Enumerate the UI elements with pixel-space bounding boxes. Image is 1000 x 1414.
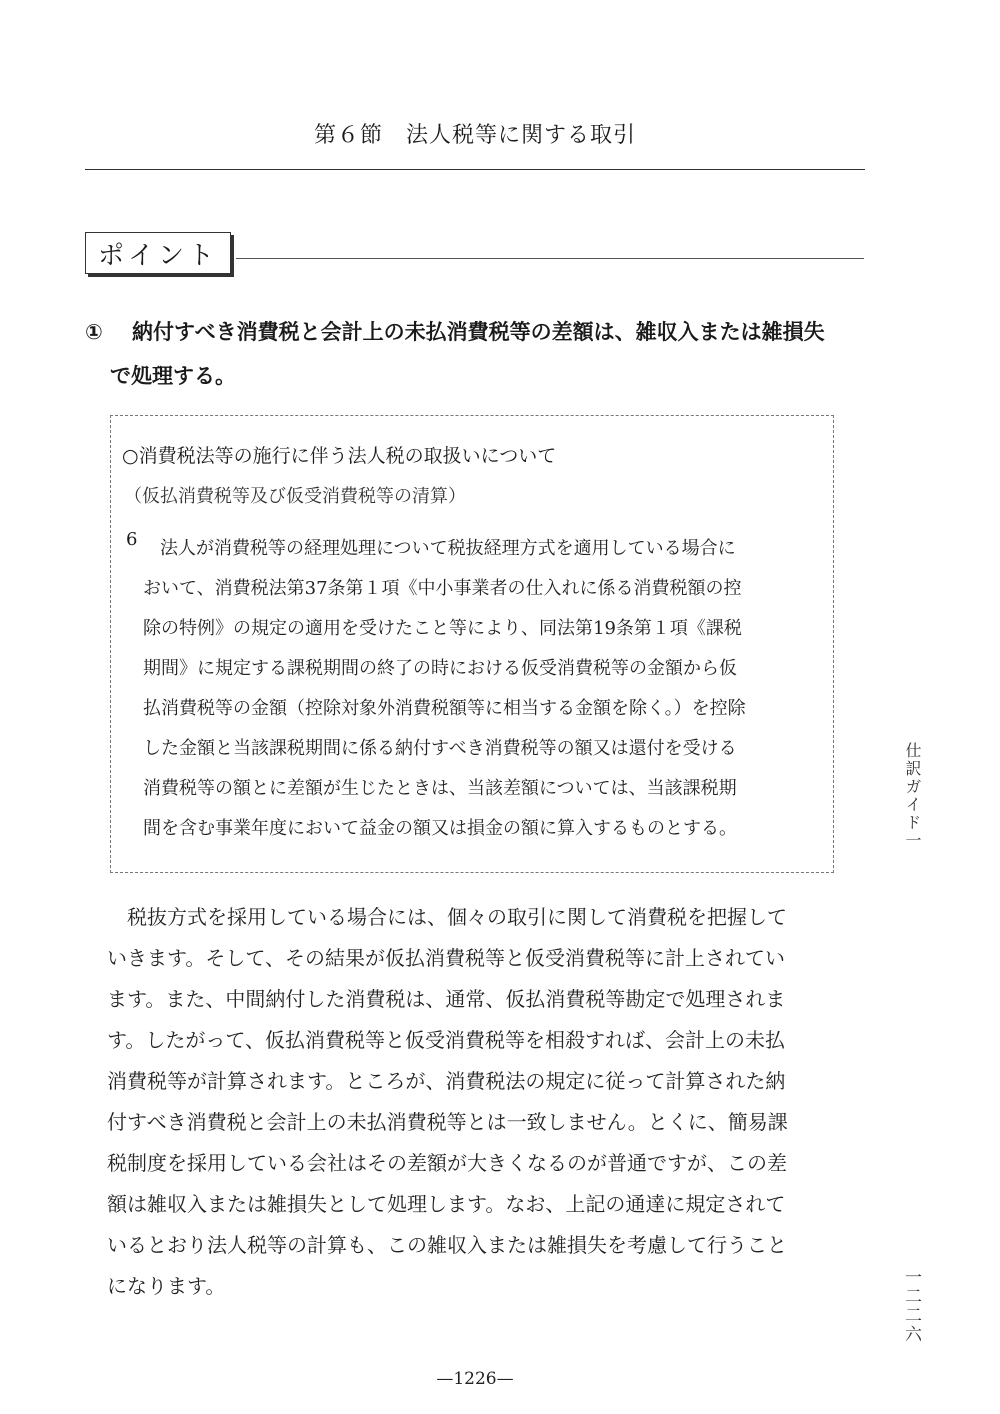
point-label: ポイント: [97, 240, 218, 271]
body-line: 税抜方式を採用している場合には、個々の取引に関して消費税を把握して: [127, 905, 787, 929]
quote-line: 法人が消費税等の経理処理について税抜経理方式を適用している場合に: [160, 538, 736, 559]
title-divider: [85, 169, 865, 170]
quote-item-number: 6: [126, 529, 138, 550]
body-line: す。したがって、仮払消費税等と仮受消費税等を相殺すれば、会計上の未払: [107, 1028, 785, 1052]
point-line: 納付すべき消費税と会計上の未払消費税等の差額は、雑収入または雑損失: [132, 320, 825, 344]
side-page-number: 一二二六: [901, 1268, 921, 1344]
body-line: 付すべき消費税と会計上の未払消費税等とは一致しません。とくに、簡易課: [107, 1110, 788, 1134]
quote-line: 除の特例》の規定の適用を受けたこと等により、同法第19条第１項《課税: [143, 618, 742, 639]
quote-line: おいて、消費税法第37条第１項《中小事業者の仕入れに係る消費税額の控: [143, 578, 742, 599]
quote-line: 消費税等の額とに差額が生じたときは、当該差額については、当該課税期: [143, 778, 737, 799]
body-line: いるとおり法人税等の計算も、この雑収入または雑損失を考慮して行うこと: [107, 1233, 787, 1257]
body-paragraph: [107, 897, 867, 1307]
quote-text: [143, 529, 833, 849]
quote-line: 間を含む事業年度において益金の額又は損金の額に算入するものとする。: [143, 818, 737, 839]
quote-line: 払消費税等の金額（控除対象外消費税額等に相当する金額を除く。）を控除: [143, 698, 746, 719]
section-title: 第６節 法人税等に関する取引: [313, 123, 636, 148]
point-divider: [236, 258, 864, 259]
quote-line: した金額と当該課税期間に係る納付すべき消費税等の額又は還付を受ける: [143, 738, 737, 759]
body-line: 税制度を採用している会社はその差額が大きくなるのが普通ですが、この差: [107, 1151, 787, 1175]
quote-heading: ○消費税法等の施行に伴う法人税の取扱いについて: [122, 445, 557, 467]
quote-line: 期間》に規定する課税期間の終了の時における仮受消費税等の金額から仮: [143, 658, 737, 679]
point-line: で処理する。: [110, 364, 236, 388]
point-label-box: [85, 232, 231, 274]
page-number: —1226—: [436, 1369, 514, 1389]
body-line: 額は雑収入または雑損失として処理します。なお、上記の通達に規定されて: [107, 1192, 786, 1216]
body-line: いきます。そして、その結果が仮払消費税等と仮受消費税等に計上されてい: [107, 946, 785, 970]
point-number: ①: [85, 320, 103, 344]
body-line: 消費税等が計算されます。ところが、消費税法の規定に従って計算された納: [107, 1069, 786, 1093]
quote-subheading: （仮払消費税等及び仮受消費税等の清算）: [124, 486, 466, 507]
side-margin-label: 仕訳ガイド一: [903, 742, 922, 850]
body-line: になります。: [107, 1274, 226, 1298]
body-line: ます。また、中間納付した消費税は、通常、仮払消費税等勘定で処理されま: [107, 987, 786, 1011]
